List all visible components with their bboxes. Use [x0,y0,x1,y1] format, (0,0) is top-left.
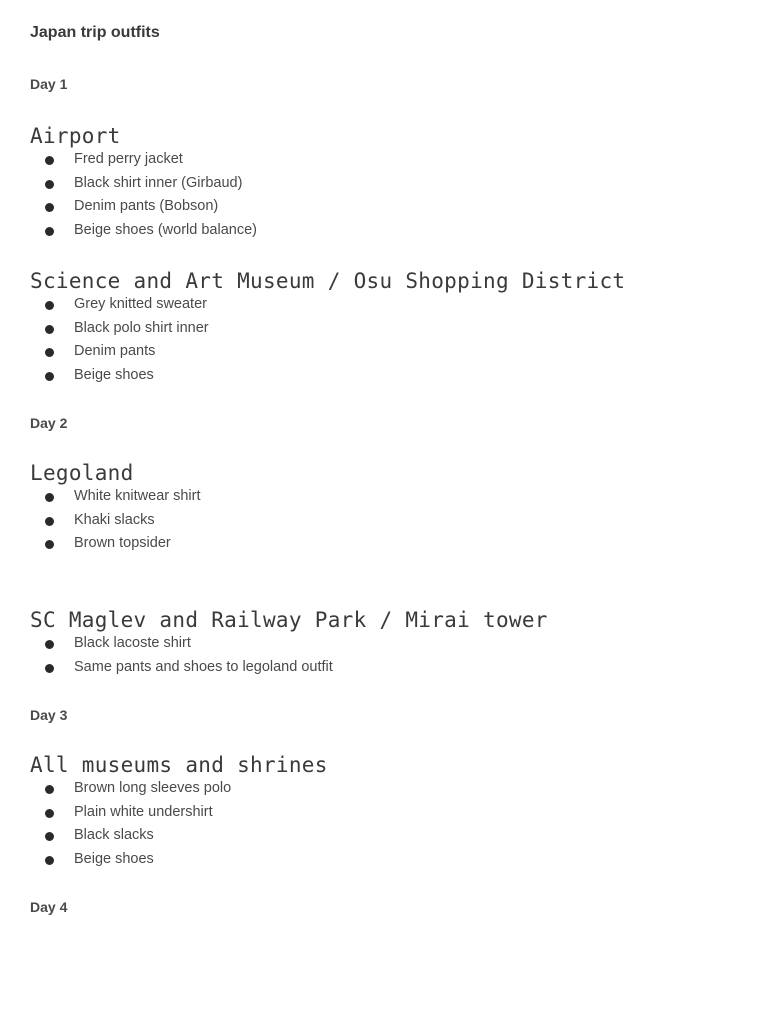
list-item-text[interactable]: Black slacks [74,827,154,844]
list-item-text[interactable]: Black lacoste shirt [74,635,191,651]
list-item-text[interactable]: Denim pants [74,343,156,360]
list-item-text[interactable]: Brown long sleeves polo [74,780,232,796]
bullet-icon [45,540,54,549]
bullet-icon [45,517,54,526]
day-2-label[interactable]: Day 2 [30,415,68,431]
bullet-icon [45,493,54,502]
day-1-label[interactable]: Day 1 [30,76,68,92]
day-4-label[interactable]: Day 4 [30,899,68,915]
list-item-text[interactable]: Denim pants (Bobson) [74,198,219,215]
list-item-text[interactable]: Black polo shirt inner [74,319,209,336]
bullet-icon [45,640,54,649]
section-heading-maglev-park[interactable]: SC Maglev and Railway Park / Mirai tower [30,608,548,632]
bullet-icon [45,203,54,212]
section-heading-legoland[interactable]: Legoland [30,461,134,485]
list-item-text[interactable]: Beige shoes [74,851,154,868]
bullet-icon [45,156,54,165]
list-item-text[interactable]: Fred perry jacket [74,151,183,167]
list-item-text[interactable]: White knitwear shirt [74,488,201,504]
bullet-icon [45,301,54,310]
bullet-icon [45,664,54,673]
bullet-icon [45,785,54,794]
bullet-icon [45,180,54,189]
bullet-icon [45,856,54,865]
list-item-text[interactable]: Brown topsider [74,535,171,552]
bullet-icon [45,832,54,841]
list-item-text[interactable]: Beige shoes (world balance) [74,222,257,239]
list-item-text[interactable]: Plain white undershirt [74,803,213,820]
list-item-text[interactable]: Black shirt inner (Girbaud) [74,174,243,191]
bullet-icon [45,348,54,357]
bullet-icon [45,227,54,236]
bullet-icon [45,809,54,818]
section-heading-museums-shrines[interactable]: All museums and shrines [30,753,328,777]
day-3-label[interactable]: Day 3 [30,707,68,723]
list-item-text[interactable]: Grey knitted sweater [74,296,207,312]
section-heading-science-museum[interactable]: Science and Art Museum / Osu Shopping District [30,269,626,293]
list-item-text[interactable]: Beige shoes [74,367,154,384]
list-item-text[interactable]: Same pants and shoes to legoland outfit [74,658,333,675]
note-title[interactable]: Japan trip outfits [30,24,160,41]
section-heading-airport[interactable]: Airport [30,124,121,148]
bullet-icon [45,325,54,334]
bullet-icon [45,372,54,381]
list-item-text[interactable]: Khaki slacks [74,511,155,528]
